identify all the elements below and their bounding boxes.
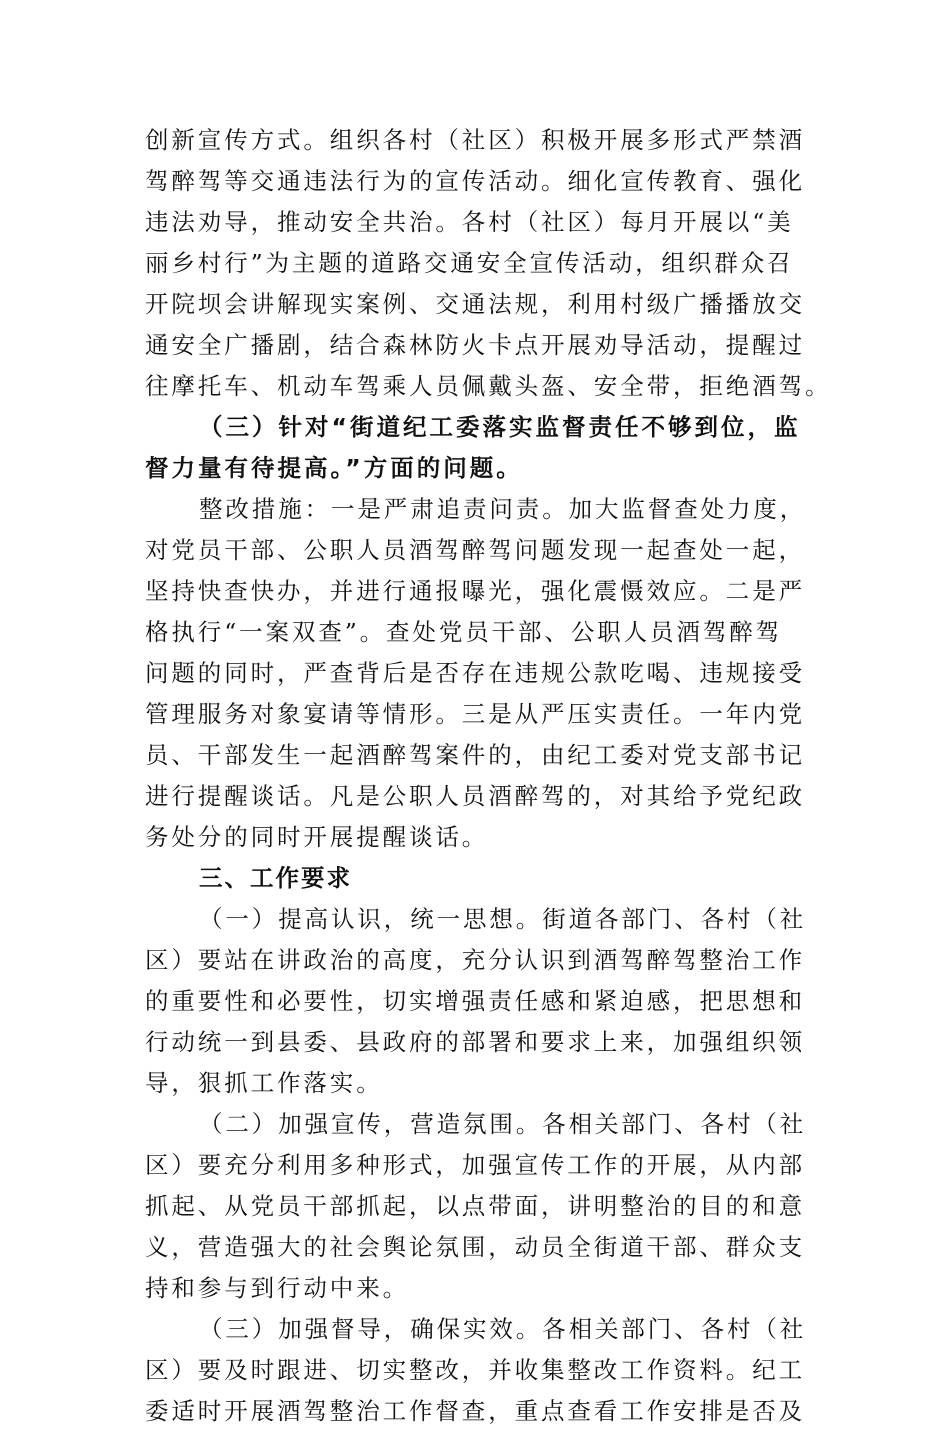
- text-line: 整改措施：一是严肃追责问责。加大监督查处力度，: [199, 495, 807, 523]
- text-line: 往摩托车、机动车驾乘人员佩戴头盔、安全带，拒绝酒驾。: [145, 372, 832, 400]
- text-line: （一）提高认识，统一思想。街道各部门、各村（社: [199, 905, 807, 933]
- paragraph-publicity: [145, 120, 832, 407]
- paragraph-requirement-three: [145, 1309, 805, 1432]
- text-line: 问题的同时，严查背后是否存在违规公款吃喝、违规接受: [145, 659, 805, 687]
- text-line: （三）加强督导，确保实效。各相关部门、各村（社: [199, 1315, 807, 1343]
- text-line: 区）要站在讲政治的高度，充分认识到酒驾醉驾整治工作: [145, 946, 805, 974]
- text-line: 抓起、从党员干部抓起，以点带面，讲明整治的目的和意: [145, 1192, 805, 1220]
- text-line: 违法劝导，推动安全共治。各村（社区）每月开展以“美: [145, 208, 794, 236]
- text-line: 通安全广播剧，结合森林防火卡点开展劝导活动，提醒过: [145, 331, 805, 359]
- paragraph-requirement-two: [145, 1104, 805, 1309]
- text-line: 员、干部发生一起酒醉驾案件的，由纪工委对党支部书记: [145, 741, 805, 769]
- paragraph-requirement-one: [145, 899, 805, 1104]
- text-line: 坚持快查快办，并进行通报曝光，强化震慑效应。二是严: [145, 577, 805, 605]
- text-line: 区）要及时跟进、切实整改，并收集整改工作资料。纪工: [145, 1356, 805, 1384]
- document-page: [145, 120, 832, 1432]
- text-line: 进行提醒谈话。凡是公职人员酒醉驾的，对其给予党纪政: [145, 782, 805, 810]
- subheading-issue-three: [145, 407, 805, 489]
- text-line: 的重要性和必要性，切实增强责任感和紧迫感，把思想和: [145, 987, 805, 1015]
- text-line: （二）加强宣传，营造氛围。各相关部门、各村（社: [199, 1110, 807, 1138]
- text-line: 驾醉驾等交通违法行为的宣传活动。细化宣传教育、强化: [145, 167, 805, 195]
- text-line: 开院坝会讲解现实案例、交通法规，利用村级广播播放交: [145, 290, 805, 318]
- paragraph-rectification: [145, 489, 805, 858]
- text-line: 行动统一到县委、县政府的部署和要求上来，加强组织领: [145, 1028, 805, 1056]
- text-line: （三）针对“街道纪工委落实监督责任不够到位，监: [199, 413, 801, 441]
- text-line: 对党员干部、公职人员酒驾醉驾问题发现一起查处一起，: [145, 536, 805, 564]
- section-heading: 三、工作要求: [199, 864, 352, 892]
- text-line: 丽乡村行”为主题的道路交通安全宣传活动，组织群众召: [145, 249, 794, 277]
- text-line: 导，狠抓工作落实。: [145, 1069, 383, 1097]
- text-line: 创新宣传方式。组织各村（社区）积极开展多形式严禁酒: [145, 126, 805, 154]
- text-line: 义，营造强大的社会舆论氛围，动员全街道干部、群众支: [145, 1233, 805, 1261]
- text-line: 委适时开展酒驾整治工作督查，重点查看工作安排是否及: [145, 1397, 805, 1425]
- text-line: 务处分的同时开展提醒谈话。: [145, 823, 489, 851]
- text-line: 格执行“一案双查”。查处党员干部、公职人员酒驾醉驾: [145, 618, 783, 646]
- text-line: 区）要充分利用多种形式，加强宣传工作的开展，从内部: [145, 1151, 805, 1179]
- text-line: 督力量有待提高。”方面的问题。: [145, 454, 523, 482]
- text-line: 持和参与到行动中来。: [145, 1274, 409, 1302]
- text-line: 管理服务对象宴请等情形。三是从严压实责任。一年内党: [145, 700, 805, 728]
